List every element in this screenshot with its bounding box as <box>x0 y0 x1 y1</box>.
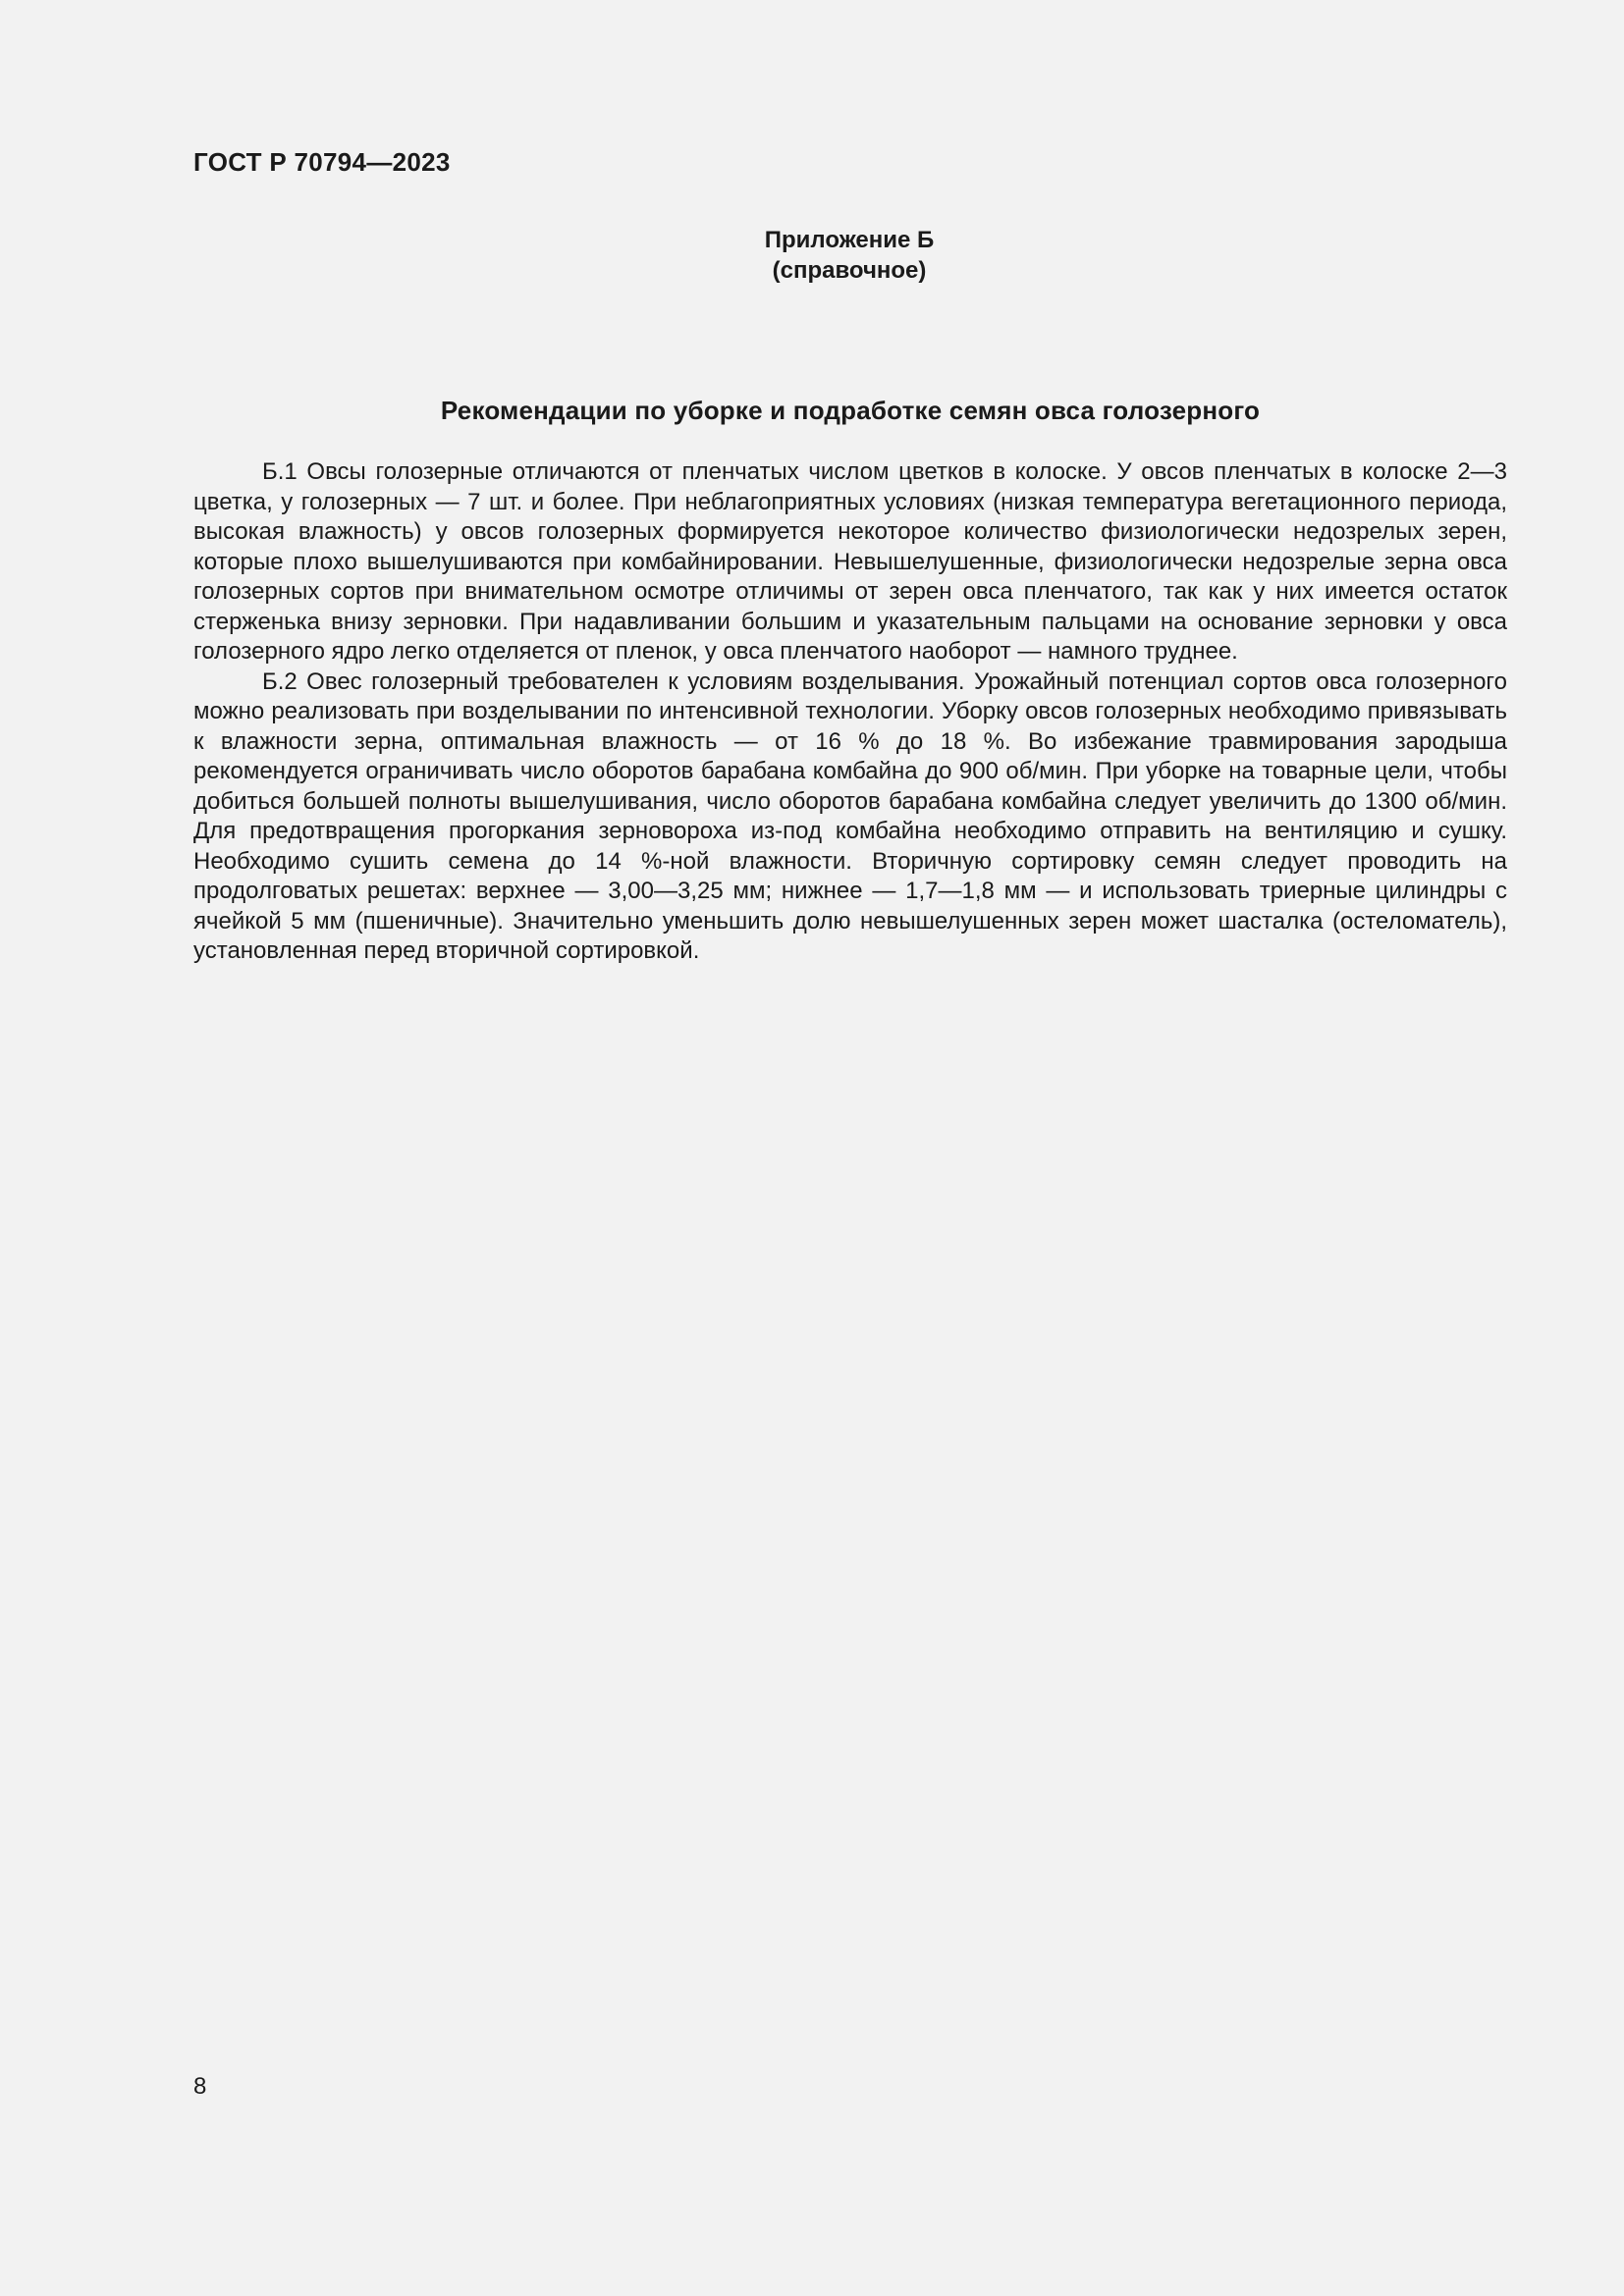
page-number: 8 <box>193 2073 207 2100</box>
section-title: Рекомендации по уборке и подработке семян овса голозерного <box>440 396 1261 425</box>
document-code: ГОСТ Р 70794—2023 <box>193 147 451 177</box>
appendix-heading <box>0 225 1624 286</box>
appendix-subtitle: (справочное) <box>772 257 927 284</box>
appendix-title: Приложение Б <box>764 227 935 253</box>
body-text <box>193 457 1507 967</box>
paragraph-b1: Б.1 Овсы голозерные отличаются от пленчатых числом цветков в колоске. У овсов пленчатых в колоске 2—3 цветка, у голозерных — 7 шт. и более. При неблагоприятных условиях (низкая температура вегетационного периода, высокая влажность) у овсов голозерных формируется некоторое количество физиологически недозрелых зерен, которые плохо вышелушиваются при комбайнировании. Невышелушенные, физиологически недозрелые зерна овса голозерных сортов при внимательном осмотре отличимы от зерен овса пленчатого, так как у них имеется остаток стерженька внизу зерновки. При надавливании большим и указательным пальцами на основание зерновки у овса голозерного ядро легко отделяется от пленок, у овса пленчатого наоборот — намного труднее. <box>193 458 1507 665</box>
paragraph-b2: Б.2 Овес голозерный требователен к условиям возделывания. Урожайный потенциал сортов овса голозерного можно реализовать при возделывании по интенсивной технологии. Уборку овсов голозерных необходимо привязывать к влажности зерна, оптимальная влажность — от 16 % до 18 %. Во избежание травмирования зародыша рекомендуется ограничивать число оборотов барабана комбайна до 900 об/мин. При уборке на товарные цели, чтобы добиться большей полноты вышелушивания, число оборотов барабана комбайна следует увеличить до 1300 об/мин. Для предотвращения прогоркания зерновороха из-под комбайна необходимо отправить на вентиляцию и сушку. Необходимо сушить семена до 14 %-ной влажности. Вторичную сортировку семян следует проводить на продолговатых решетах: верхнее — 3,00—3,25 мм; нижнее — 1,7—1,8 мм — и использовать триерные цилиндры с ячейкой 5 мм (пшеничные). Значительно уменьшить долю невышелушенных зерен может шасталка (остеломатель), установленная перед вторичной сортировкой. <box>193 667 1507 964</box>
